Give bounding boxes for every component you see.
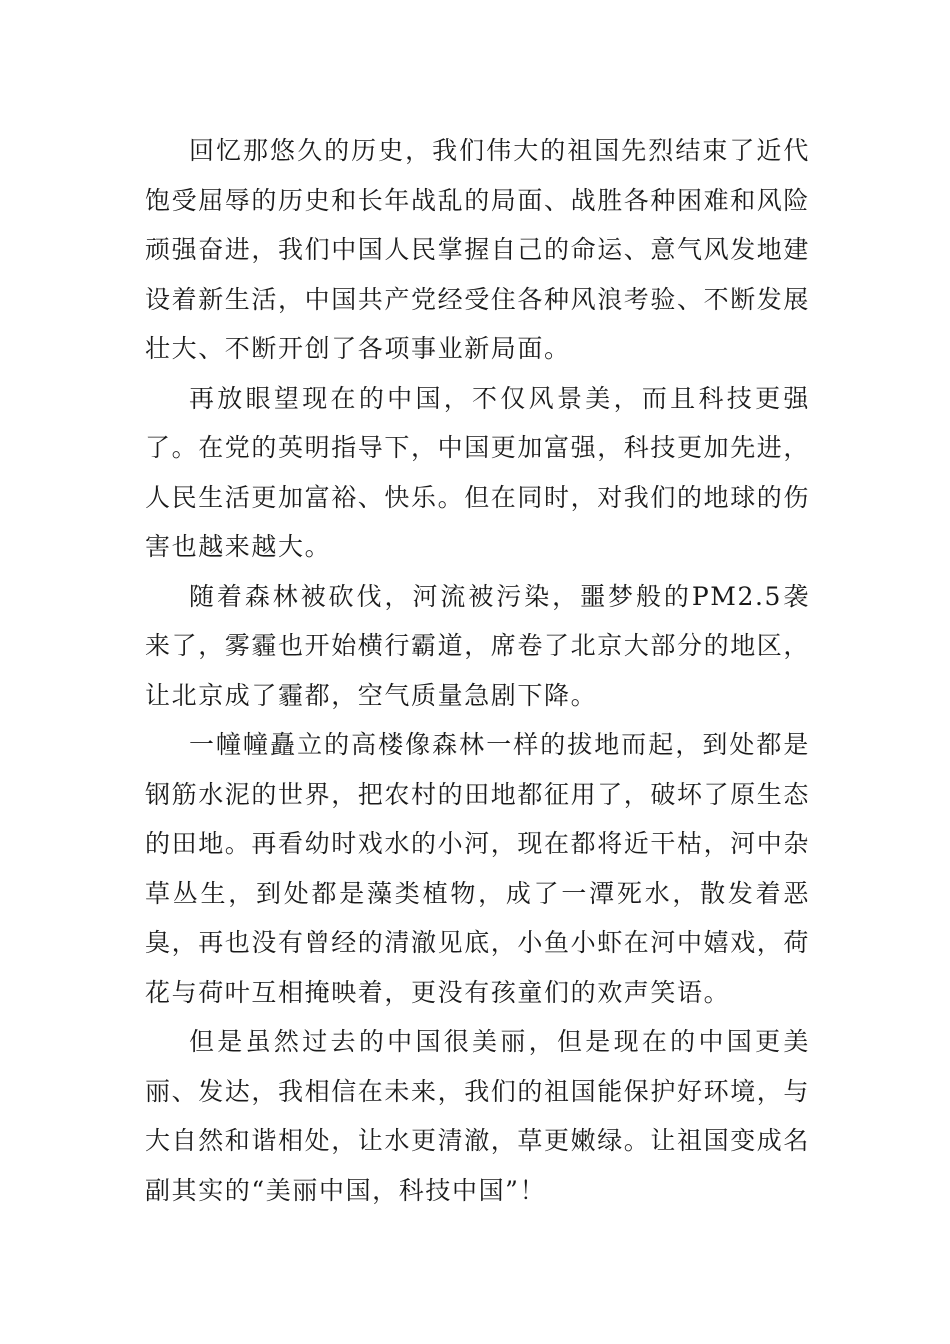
paragraph-1: 回忆那悠久的历史，我们伟大的祖国先烈结束了近代饱受屈辱的历史和长年战乱的局面、战胜各种困难和风险顽强奋进，我们中国人民掌握自己的命运、意气风发地建设着新生活，中国共产党经受住各种风浪考验、不断发展壮大、不断开创了各项事业新局面。 bbox=[145, 136, 811, 363]
paragraph-5: 但是虽然过去的中国很美丽，但是现在的中国更美丽、发达，我相信在未来，我们的祖国能保护好环境，与大自然和谐相处，让水更清澈，草更嫩绿。让祖国变成名副其实的“美丽中国，科技中国”！ bbox=[145, 1027, 811, 1205]
paragraph-4: 一幢幢矗立的高楼像森林一样的拔地而起，到处都是钢筋水泥的世界，把农村的田地都征用了，破坏了原生态的田地。再看幼时戏水的小河，现在都将近干枯，河中杂草丛生，到处都是藻类植物，成了一潭死水，散发着恶臭，再也没有曾经的清澈见底，小鱼小虾在河中嬉戏，荷花与荷叶互相掩映着，更没有孩童们的欢声笑语。 bbox=[145, 730, 811, 1007]
paragraph-2: 再放眼望现在的中国，不仅风景美，而且科技更强了。在党的英明指导下，中国更加富强，科技更加先进，人民生活更加富裕、快乐。但在同时，对我们的地球的伤害也越来越大。 bbox=[145, 383, 811, 561]
essay-body bbox=[145, 126, 810, 1215]
paragraph-3: 随着森林被砍伐，河流被污染，噩梦般的PM2.5袭来了，雾霾也开始横行霸道，席卷了北京大部分的地区，让北京成了霾都，空气质量急剧下降。 bbox=[145, 581, 811, 710]
